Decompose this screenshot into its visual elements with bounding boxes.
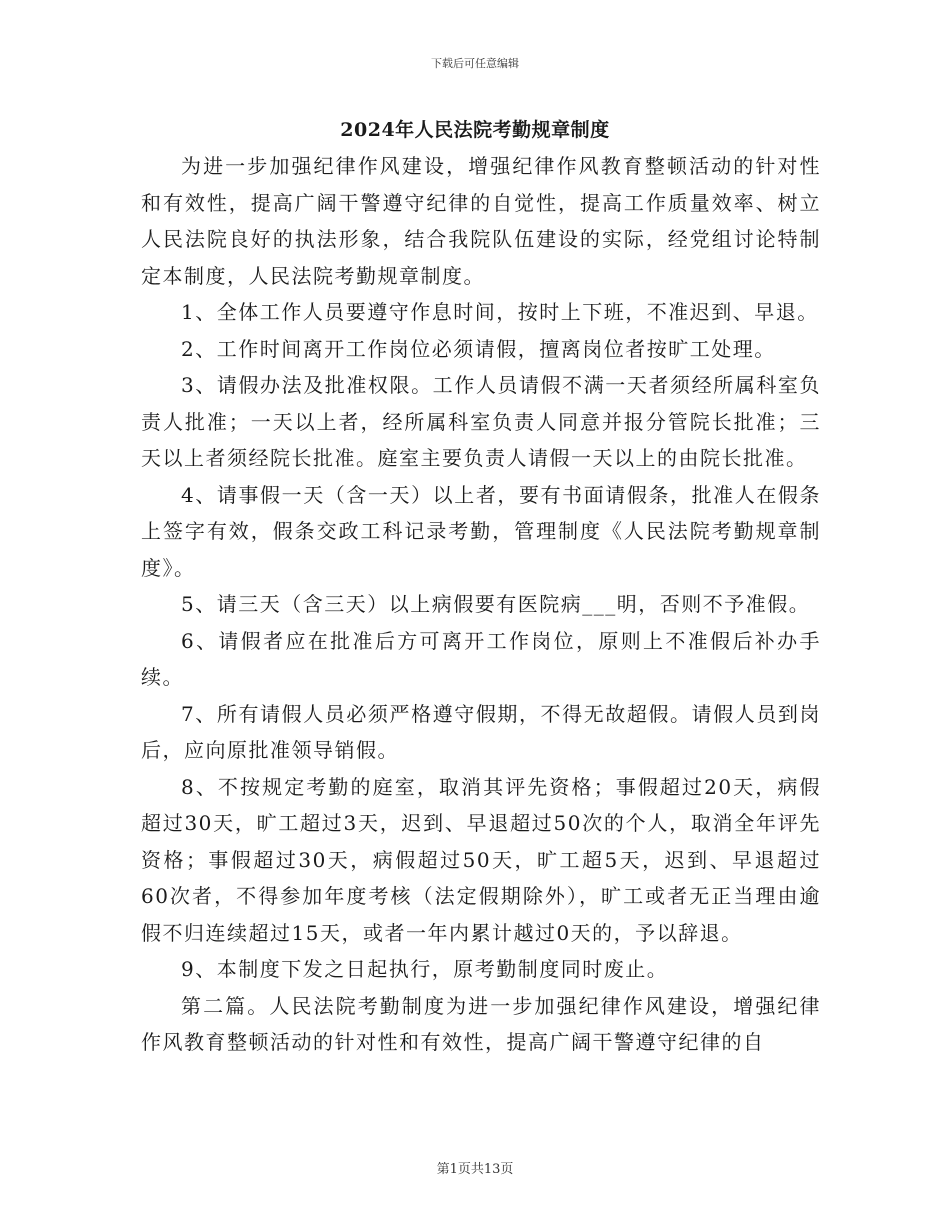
rule-6-paragraph: 6、请假者应在批准后方可离开工作岗位，原则上不准假后补办手续。 (141, 628, 821, 689)
rule-8-paragraph: 8、不按规定考勤的庭室，取消其评先资格；事假超过20天，病假超过30天，旷工超过3天，迟到、早退超过50次的个人，取消全年评先资格；事假超过30天，病假超过50天，旷工超5天，迟到、早退超过60次者，不得参加年度考核（法定假期除外），旷工或者无正当理由逾假不归连续超过15天，或者一年内累计越过0天的，予以辞退。 (141, 774, 821, 945)
intro-paragraph: 为进一步加强纪律作风建设，增强纪律作风教育整顿活动的针对性和有效性，提高广阔干警遵守纪律的自觉性，提高工作质量效率、树立人民法院良好的执法形象，结合我院队伍建设的实际，经党组讨论特制定本制度，人民法院考勤规章制度。 (141, 154, 821, 288)
rule-4-paragraph: 4、请事假一天（含一天）以上者，要有书面请假条，批准人在假条上签字有效，假条交政工科记录考勤，管理制度《人民法院考勤规章制度》。 (141, 482, 821, 580)
second-article-paragraph: 第二篇。人民法院考勤制度为进一步加强纪律作风建设，增强纪律作风教育整顿活动的针对性和有效性，提高广阔干警遵守纪律的自 (141, 993, 821, 1054)
document-title: 2024年人民法院考勤规章制度 (340, 119, 610, 141)
page-header-note: 下载后可任意编辑 (431, 57, 519, 70)
page-number-footer: 第1页共13页 (436, 1162, 514, 1177)
rule-3-paragraph: 3、请假办法及批准权限。工作人员请假不满一天者须经所属科室负责人批准；一天以上者，经所属科室负责人同意并报分管院长批准；三天以上者须经院长批准。庭室主要负责人请假一天以上的由院长批准。 (141, 373, 821, 470)
rule-5-paragraph: 5、请三天（含三天）以上病假要有医院病___明，否则不予准假。 (181, 592, 811, 616)
rule-2-paragraph: 2、工作时间离开工作岗位必须请假，擅离岗位者按旷工处理。 (181, 336, 776, 361)
document-body (141, 148, 821, 1061)
rule-1-paragraph: 1、全体工作人员要遵守作息时间，按时上下班，不准迟到、早退。 (181, 300, 819, 324)
rule-7-paragraph: 7、所有请假人员必须严格遵守假期，不得无故超假。请假人员到岗后，应向原批准领导销假。 (141, 701, 821, 762)
rule-9-paragraph: 9、本制度下发之日起执行，原考勤制度同时废止。 (181, 957, 669, 981)
